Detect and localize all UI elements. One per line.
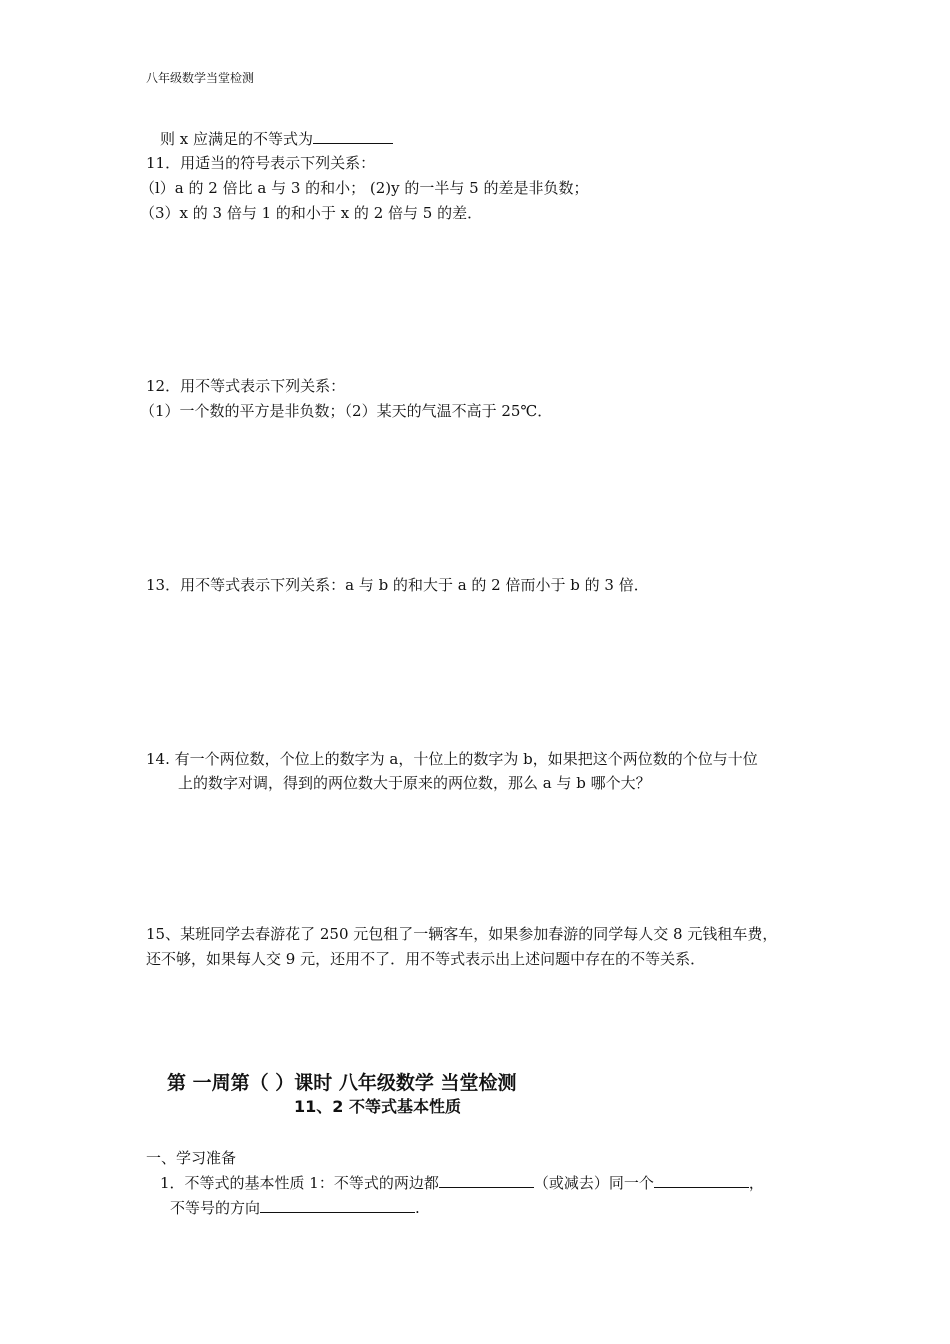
q11-stem: 11．用适当的符号表示下列关系： — [146, 154, 376, 172]
item1-line2-text: 不等号的方向 — [170, 1199, 261, 1217]
answer-blank[interactable] — [313, 128, 393, 144]
blank-direction[interactable] — [260, 1197, 415, 1213]
q12-stem: 12．用不等式表示下列关系： — [146, 377, 346, 395]
page-header: 八年级数学当堂检测 — [146, 71, 255, 85]
item1-text-c: ， — [748, 1174, 764, 1192]
section-title: 第 一周第（ ）课时 八年级数学 当堂检测 — [167, 1072, 517, 1094]
q15-line2: 还不够，如果每人交 9 元，还用不了．用不等式表示出上述问题中存在的不等关系． — [146, 950, 706, 968]
q15-line1: 15、某班同学去春游花了 250 元包租了一辆客车，如果参加春游的同学每人交 8 元钱租车费， — [146, 925, 778, 943]
q13-stem: 13．用不等式表示下列关系：a 与 b 的和大于 a 的 2 倍而小于 b 的 3 倍． — [146, 576, 649, 594]
q14-line2: 上的数字对调，得到的两位数大于原来的两位数，那么 a 与 b 哪个大？ — [178, 774, 651, 792]
q10-tail-text: 则 x 应满足的不等式为 — [160, 130, 313, 148]
blank-operation[interactable] — [439, 1172, 534, 1188]
item1-end: . — [415, 1199, 420, 1217]
q11-line1: （l）a 的 2 倍比 a 与 3 的和小； (2)y 的一半与 5 的差是非负数； — [140, 179, 589, 197]
item1-line2 — [170, 1197, 420, 1218]
q14-line1: 14. 有一个两位数，个位上的数字为 a，十位上的数字为 b，如果把这个两位数的个位与十位 — [146, 750, 758, 768]
prep-heading: 一、学习准备 — [146, 1149, 237, 1167]
blank-quantity[interactable] — [654, 1172, 749, 1188]
item1-text-b: （或减去）同一个 — [533, 1174, 654, 1192]
section-subtitle: 11、2 不等式基本性质 — [294, 1097, 461, 1116]
q11-line2: （3）x 的 3 倍与 1 的和小于 x 的 2 倍与 5 的差． — [140, 204, 483, 222]
q10-tail — [160, 128, 393, 149]
q12-line1: （1）一个数的平方是非负数；（2）某天的气温不高于 25℃． — [140, 402, 553, 420]
item1-text-a: 1．不等式的基本性质 1：不等式的两边都 — [160, 1174, 439, 1192]
item1-line1 — [160, 1172, 764, 1193]
